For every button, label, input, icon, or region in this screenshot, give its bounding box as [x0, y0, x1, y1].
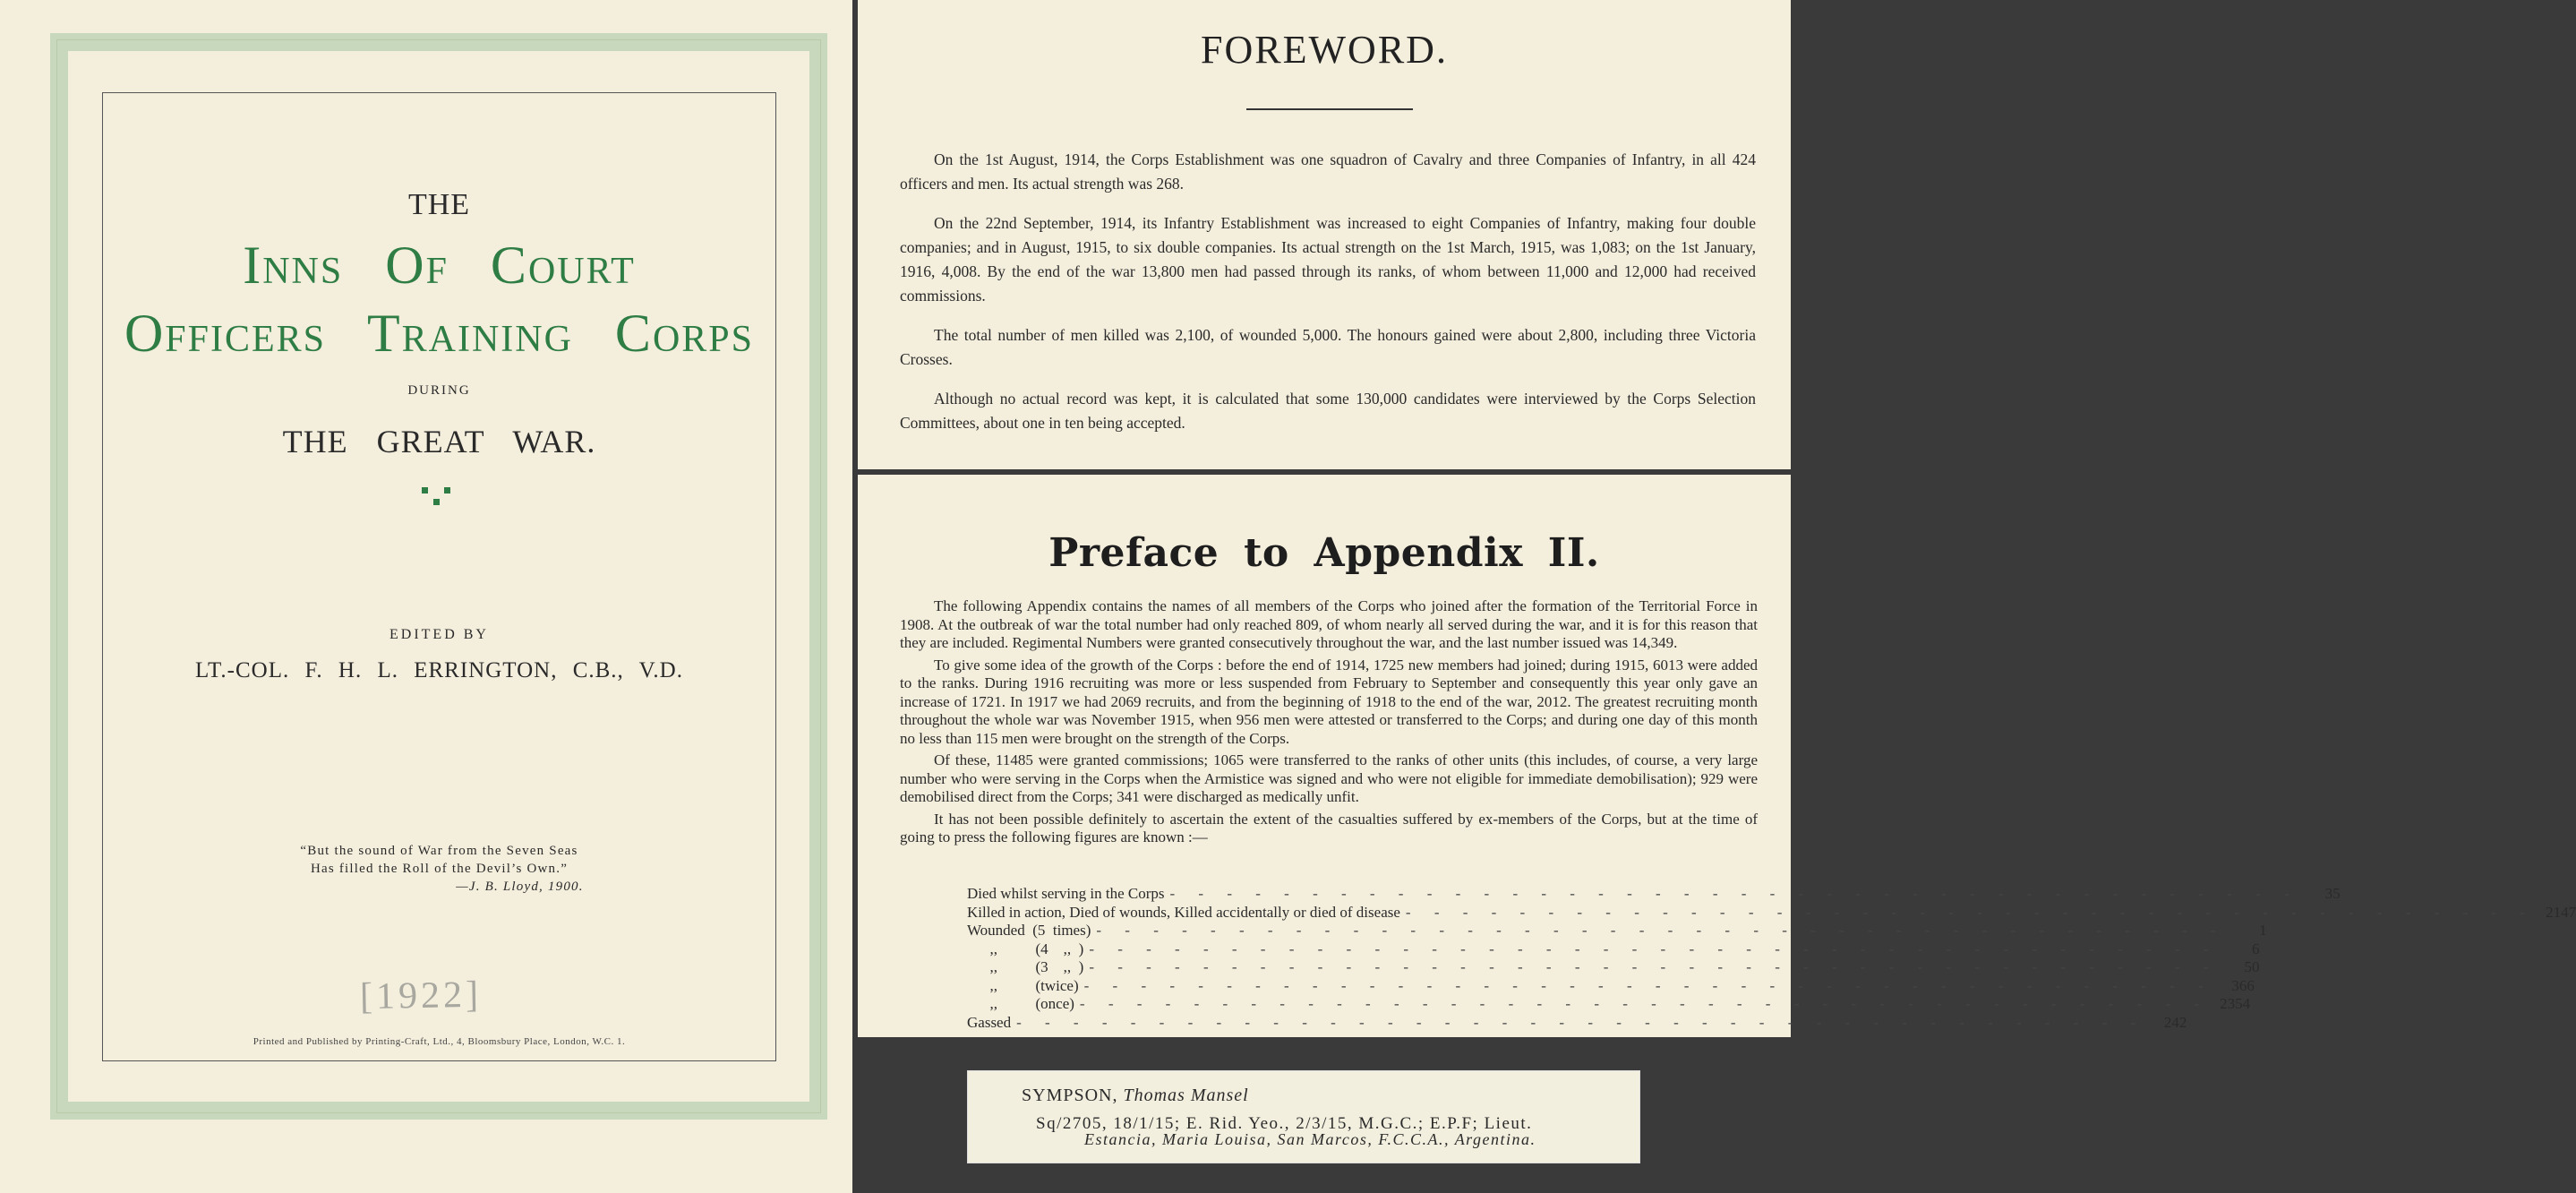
casualty-row	[967, 922, 2267, 940]
card-given-names: Thomas Mansel	[1123, 1086, 1249, 1105]
preface-body	[900, 597, 1758, 851]
epigraph-attribution: —J. B. Lloyd, 1900.	[456, 880, 584, 894]
casualty-label: Gassed	[967, 1013, 1012, 1031]
card-surname: SYMPSON,	[1022, 1086, 1118, 1105]
casualty-table	[967, 885, 2576, 1032]
casualty-row	[967, 958, 2260, 977]
casualty-label: ,, (twice)	[967, 976, 1079, 994]
leader-dots: - - - - - - - - - - - - - - - - - - - - - - - - - - - - - - - - - - - - - - - -	[1079, 995, 2210, 1012]
preface-title: Preface to Appendix II.	[1048, 530, 1600, 576]
casualty-label: ,, (3 ,, )	[967, 958, 1084, 975]
foreword-paragraph: Although no actual record was kept, it is calculated that some 130,000 candidates were interviewed by the Corps Selection Committees, about one in ten being accepted.	[900, 390, 1756, 432]
foreword-paragraph: On the 1st August, 1914, the Corps Establishment was one squadron of Cavalry and three Companies of Infantry, in all 424 officers and men. Its actual strength was 268.	[900, 150, 1756, 193]
casualty-row	[967, 885, 2341, 904]
epigraph-line: “But the sound of War from the Seven Seas	[300, 844, 578, 858]
casualty-row	[967, 903, 2576, 923]
casualty-value: 2354	[2220, 995, 2251, 1012]
leader-dots: - - - - - - - - - - - - - - - - - - - - - - - - - - - - - - - - - - - - - - - -	[1169, 885, 2299, 902]
editor-name: LT.-COL. F. H. L. ERRINGTON, C.B., V.D.	[195, 658, 683, 682]
casualty-row	[967, 976, 2255, 996]
casualty-label: Wounded (5 times)	[967, 922, 1091, 939]
casualty-label: Died whilst serving in the Corps	[967, 885, 1165, 902]
preface-paragraph: Of these, 11485 were granted commissions; 1065 were transferred to the ranks of other units (this includes, of course, a very large number who were serving in the Corps when the Armistice was signed and who were not eligible for immediate demobilisation); 929 were demobilised direct from the Corps; 341 were discharged as medically unfit.	[900, 751, 1758, 805]
casualty-value: 2147	[2546, 903, 2576, 921]
casualty-label: ,, (4 ,, )	[967, 940, 1084, 957]
handwritten-date: [1922]	[359, 974, 483, 1018]
title-the: THE	[407, 188, 471, 221]
preface-paragraph: To give some idea of the growth of the Corps : before the end of 1914, 1725 new members had joined; during 1915, 6013 were added to the ranks. During 1916 recruiting was more or less suspended from February to September and consequently this year only gave an increase of 1721. In 1917 we had 2069 recruits, and from the beginning of 1918 to the end of the war, 2012. The greatest recruiting month throughout the whole war was November 1915, when 956 men were attested or transferred to the Corps; and during one day of this month no less than 115 men were brought on the strength of the Corps.	[900, 656, 1758, 747]
epigraph-line: Has filled the Roll of the Devil’s Own.”	[310, 862, 569, 876]
title-during: DURING	[407, 383, 471, 398]
foreword-paragraph: On the 22nd September, 1914, its Infantry Establishment was increased to eight Companies of Infantry, making four double companies; and in August, 1915, to six double companies. Its actual strength on the 1st March, 1915, was 1,083; on the 1st January, 1916, 4,008. By the end of the war 13,800 men had passed through its ranks, of whom between 11,000 and 12,000 had received commissions.	[900, 214, 1756, 305]
leader-dots: - - - - - - - - - - - - - - - - - - - - - - - - - - - - - - - - - - - - - - - -	[1016, 1013, 2146, 1031]
preface-page	[858, 475, 2576, 1037]
foreword-title: FOREWORD.	[1201, 28, 1448, 72]
title-officers-training-corps: Officers Training Corps	[124, 304, 755, 363]
casualty-value: 35	[2324, 885, 2341, 902]
preface-paragraph: It has not been possible definitely to ascertain the extent of the casualties suffered by ex-members of the Corps, but at the time of going to press the following figures are known :—	[900, 810, 1758, 845]
card-service-record: Sq/2705, 18/1/15; E. Rid. Yeo., 2/3/15, M.G.C.; E.P.F; Lieut.	[1036, 1114, 1533, 1133]
foreword-page	[858, 0, 1791, 469]
casualty-value: 366	[2231, 976, 2255, 994]
casualty-value: 242	[2163, 1013, 2187, 1031]
casualty-row	[967, 995, 2251, 1014]
leader-dots: - - - - - - - - - - - - - - - - - - - - - - - - - - - - - - - - - - - - - - - -	[1096, 922, 2226, 939]
leader-dots: - - - - - - - - - - - - - - - - - - - - - - - - - - - - - - - - - - - - - - - -	[1089, 940, 2219, 957]
leader-dots: - - - - - - - - - - - - - - - - - - - - - - - - - - - - - - - - - - - - - - - -	[1083, 976, 2213, 994]
card-name	[1022, 1086, 1249, 1106]
ornament-icon	[421, 487, 457, 509]
casualty-value: 6	[2252, 940, 2260, 957]
divider	[1246, 108, 1413, 110]
foreword-body	[900, 148, 1756, 451]
casualty-value: 50	[2244, 958, 2260, 975]
title-page	[0, 0, 852, 1193]
foreword-paragraph: The total number of men killed was 2,100, of wounded 5,000. The honours gained were about 2,800, including three Victoria Crosses.	[900, 326, 1756, 368]
casualty-row	[967, 1013, 2187, 1033]
leader-dots: - - - - - - - - - - - - - - - - - - - - - - - - - - - - - - - - - - - - - - - -	[1405, 903, 2536, 921]
casualty-value: 1	[2259, 922, 2267, 939]
casualty-label: ,, (once)	[967, 995, 1074, 1012]
casualty-label: Killed in action, Died of wounds, Killed accidentally or died of disease	[967, 903, 1400, 921]
casualty-row	[967, 940, 2260, 959]
leader-dots: - - - - - - - - - - - - - - - - - - - - - - - - - - - - - - - - - - - - - - - -	[1089, 958, 2219, 975]
record-card	[967, 1070, 1640, 1163]
epigraph	[102, 842, 776, 896]
card-address: Estancia, Maria Louisa, San Marcos, F.C.C.A., Argentina.	[1084, 1130, 1536, 1148]
title-inns-of-court: Inns Of Court	[243, 236, 636, 295]
preface-paragraph: The following Appendix contains the names of all members of the Corps who joined after the formation of the Territorial Force in 1908. At the outbreak of war the total number had only reached 809, of whom nearly all served during the war, and it is for this reason that they are included. Regimental Numbers were granted consecutively throughout the war, and the last number issued was 14,349.	[900, 597, 1758, 651]
title-great-war: THE GREAT WAR.	[282, 424, 596, 459]
edited-by-label: EDITED BY	[389, 627, 489, 642]
printer-imprint: Printed and Published by Printing-Craft, Ltd., 4, Bloomsbury Place, London, W.C. 1.	[252, 1036, 626, 1047]
